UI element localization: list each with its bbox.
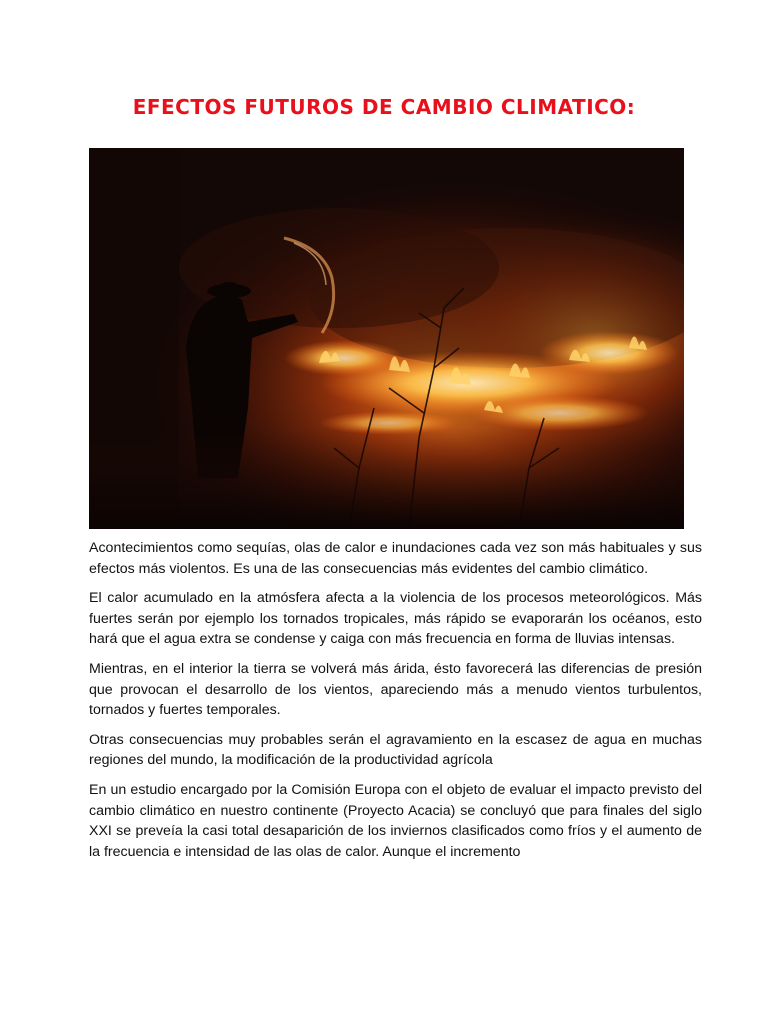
paragraph: Acontecimientos como sequías, olas de calor e inundaciones cada vez son más habituales y sus efectos más violentos. Es una de las consecuencias más evidentes del cambio climático. [89,540,702,577]
paragraph: En un estudio encargado por la Comisión Europa con el objeto de evaluar el impacto previsto del cambio climático en nuestro continente (Proyecto Acacia) se concluyó que para finales del siglo XXI se preveía la casi total desaparición de los inviernos clasificados como fríos y el aumento de la frecuencia e intensidad de las olas de calor. Aunque el incremento [89,781,702,860]
paragraph: El calor acumulado en la atmósfera afecta a la violencia de los procesos meteorológicos. Más fuertes serán por ejemplo los tornados tropicales, más rápido se evaporarán los océanos, esto hará que el agua extra se condense y caiga con más frecuencia en forma de lluvias intensas. [89,590,702,648]
page-title: EFECTOS FUTUROS DE CAMBIO CLIMATICO: [132,95,636,119]
paragraph: Otras consecuencias muy probables serán el agravamiento en la escasez de agua en muchas regiones del mundo, la modificación de la productividad agrícola [89,731,702,769]
paragraph: Mientras, en el interior la tierra se volverá más árida, ésto favorecerá las diferencias de presión que provocan el desarrollo de los vientos, apareciendo más a menudo vientos turbulentos, tornados y fuertes temporales. [89,660,702,719]
fire-icon [89,148,684,529]
wildfire-photo [89,148,684,529]
article-body [89,538,702,871]
